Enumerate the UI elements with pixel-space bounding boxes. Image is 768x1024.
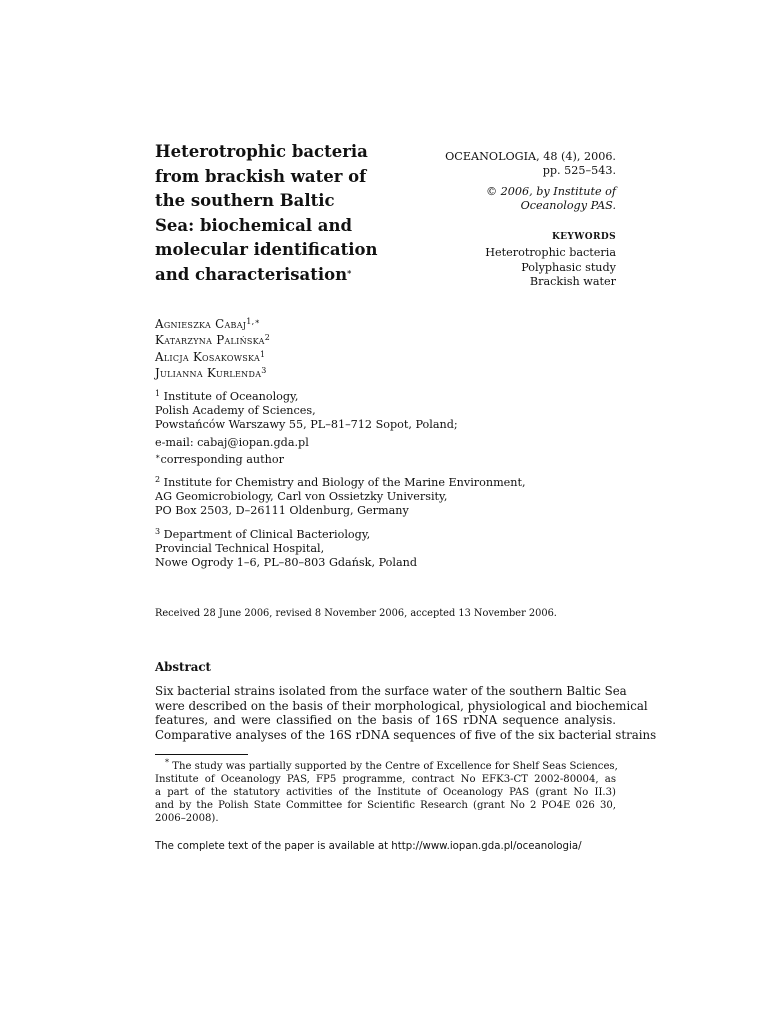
affiliation-line: Polish Academy of Sciences, [155, 404, 316, 418]
author-name-text: Katarzyna Palińska [155, 333, 265, 348]
journal-pages: pp. 525–543. [542, 164, 616, 177]
footnote-line: Institute of Oceanology PAS, FP5 programme, contract No EFK3-CT 2002-80004, as [155, 774, 616, 785]
footnote-line [155, 760, 616, 773]
keyword-item: Heterotrophic bacteria [485, 246, 616, 259]
title-line: from brackish water of [155, 166, 367, 186]
funding-footnote [155, 760, 616, 825]
title-footnote-mark: * [347, 267, 352, 278]
keyword-item: Polyphasic study [521, 260, 616, 274]
keywords-list [376, 246, 616, 290]
author-affiliation-mark: 1 [260, 349, 266, 359]
affiliation-3 [155, 528, 625, 571]
abstract-heading: Abstract [155, 660, 211, 674]
author-name [155, 365, 270, 381]
author-affiliation-mark: 1,∗ [246, 317, 261, 326]
footnote-mark: * [165, 758, 169, 767]
author-name [155, 316, 270, 332]
title-line: Sea: biochemical and [155, 215, 352, 235]
author-list [155, 316, 270, 382]
title-line: molecular identification [155, 240, 378, 259]
affiliation-2 [155, 476, 625, 519]
author-affiliation-mark: 2 [264, 333, 271, 343]
affiliation-line: PO Box 2503, D–26111 Oldenburg, Germany [155, 504, 409, 518]
copyright-notice [376, 185, 616, 213]
affiliation-text: Institute of Oceanology, [163, 390, 299, 403]
affiliation-line [155, 390, 625, 404]
title-line: Heterotrophic bacteria [155, 142, 368, 161]
email-line: e-mail: cabaj@iopan.gda.pl [155, 435, 309, 449]
journal-citation: OCEANOLOGIA, 48 (4), 2006. [445, 150, 616, 163]
author-affiliation-mark: 3 [261, 366, 267, 376]
footnote-line: 2006–2008). [155, 813, 219, 824]
author-name [155, 332, 270, 348]
author-name-text: Alicja Kosakowska [155, 349, 261, 364]
journal-info [376, 150, 616, 290]
affiliation-line: Provincial Technical Hospital, [155, 541, 325, 555]
footnote-line: and by the Polish State Committee for Scientific Research (grant No 2 PO4E 026 30, [155, 800, 616, 811]
affiliation-line: Powstańców Warszawy 55, PL–81–712 Sopot, Poland; [155, 418, 458, 432]
availability-note: The complete text of the paper is available at http://www.iopan.gda.pl/oceanologia/ [155, 841, 582, 852]
keyword-item: Brackish water [529, 275, 616, 288]
affiliation-text: Institute for Chemistry and Biology of the Marine Environment, [163, 476, 526, 490]
corresponding-author-note [155, 453, 625, 467]
affiliation-line: AG Geomicrobiology, Carl von Ossietzky University, [155, 490, 448, 504]
keywords-heading: KEYWORDS [551, 232, 616, 242]
title-line-text: and characterisation [155, 264, 348, 284]
footnote-line: a part of the statutory activities of the Institute of Oceanology PAS (grant No II.3) [155, 787, 616, 798]
affiliation-number: 3 [155, 526, 161, 536]
affiliation-line: Nowe Ogrody 1–6, PL–80–803 Gdańsk, Poland [155, 556, 417, 570]
affiliation-1 [155, 390, 625, 467]
corresponding-text: corresponding author [160, 452, 284, 466]
abstract-line: Six bacterial strains isolated from the surface water of the southern Baltic Sea [155, 684, 627, 698]
received-dates: Received 28 June 2006, revised 8 November 2006, accepted 13 November 2006. [155, 608, 557, 619]
affiliations [155, 390, 625, 570]
affiliation-number: 2 [155, 475, 161, 485]
author-name [155, 349, 270, 365]
affiliation-number: 1 [155, 389, 161, 398]
affiliation-text: Department of Clinical Bacteriology, [163, 527, 371, 541]
abstract-line: features, and were classified on the basis of 16S rDNA sequence analysis. [155, 713, 616, 728]
abstract-text [155, 684, 657, 742]
footnote-rule [155, 754, 248, 755]
abstract-line: Comparative analyses of the 16S rDNA sequences of five of the six bacterial strains [155, 727, 657, 742]
copyright-line: Oceanology PAS. [520, 199, 616, 212]
footnote-text: The study was partially supported by the Centre of Excellence for Shelf Seas Sciences, [172, 761, 618, 772]
affiliation-line [155, 528, 625, 542]
copyright-line: © 2006, by Institute of [485, 185, 616, 198]
author-name-text: Agnieszka Cabaj [155, 317, 247, 331]
corresponding-mark: ∗ [155, 451, 161, 461]
abstract-line: were described on the basis of their morphological, physiological and biochemical [155, 698, 648, 713]
author-name-text: Julianna Kurlenda [155, 366, 262, 381]
title-line: the southern Baltic [155, 191, 335, 210]
affiliation-line [155, 476, 625, 490]
